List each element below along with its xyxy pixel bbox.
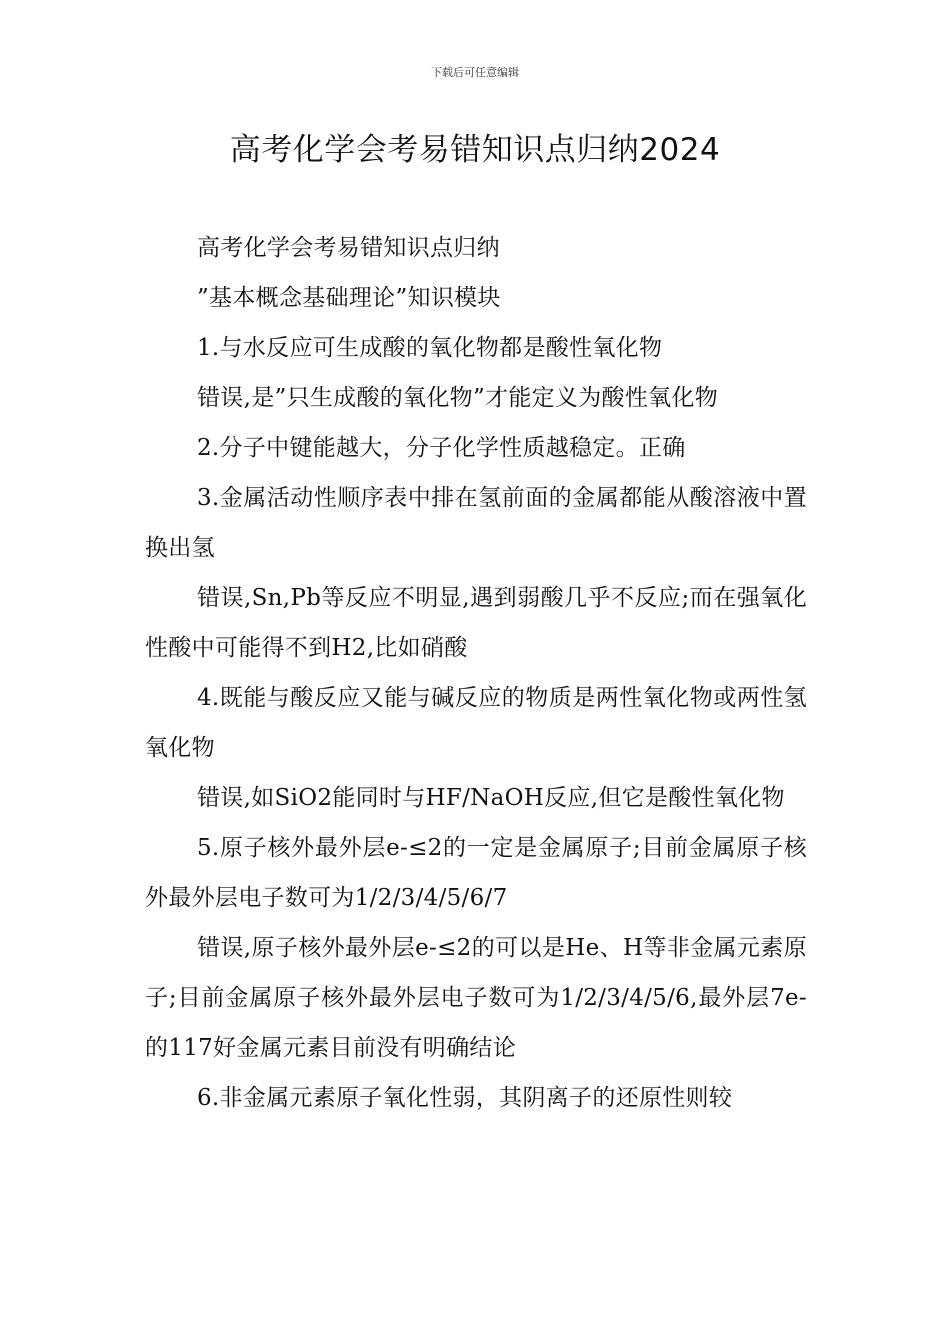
- header-note: 下载后可任意编辑: [431, 66, 519, 79]
- paragraph: 高考化学会考易错知识点归纳: [197, 235, 500, 261]
- paragraph: 5.原子核外最外层e-≤2的一定是金属原子;目前金属原子核外最外层电子数可为1/2/3/4/5/6/7: [145, 835, 807, 911]
- paragraph: 错误,如SiO2能同时与HF/NaOH反应,但它是酸性氧化物: [197, 785, 785, 811]
- paragraph: 2.分子中键能越大，分子化学性质越稳定。正确: [197, 435, 686, 461]
- paragraph: 错误,原子核外最外层e-≤2的可以是He、H等非金属元素原子;目前金属原子核外最外层电子数可为1/2/3/4/5/6,最外层7e-的117好金属元素目前没有明确结论: [145, 935, 807, 1061]
- document-body: [145, 223, 807, 1123]
- paragraph: 1.与水反应可生成酸的氧化物都是酸性氧化物: [197, 335, 663, 361]
- paragraph: 4.既能与酸反应又能与碱反应的物质是两性氧化物或两性氢氧化物: [145, 685, 807, 761]
- paragraph: 6.非金属元素原子氧化性弱，其阴离子的还原性则较: [197, 1085, 733, 1111]
- document-title: 高考化学会考易错知识点归纳2024: [229, 132, 721, 168]
- paragraph: ”基本概念基础理论”知识模块: [197, 285, 501, 311]
- paragraph: 3.金属活动性顺序表中排在氢前面的金属都能从酸溶液中置换出氢: [145, 485, 807, 561]
- paragraph: 错误,是”只生成酸的氧化物”才能定义为酸性氧化物: [197, 385, 719, 411]
- paragraph: 错误,Sn,Pb等反应不明显,遇到弱酸几乎不反应;而在强氧化性酸中可能得不到H2,比如硝酸: [145, 585, 807, 661]
